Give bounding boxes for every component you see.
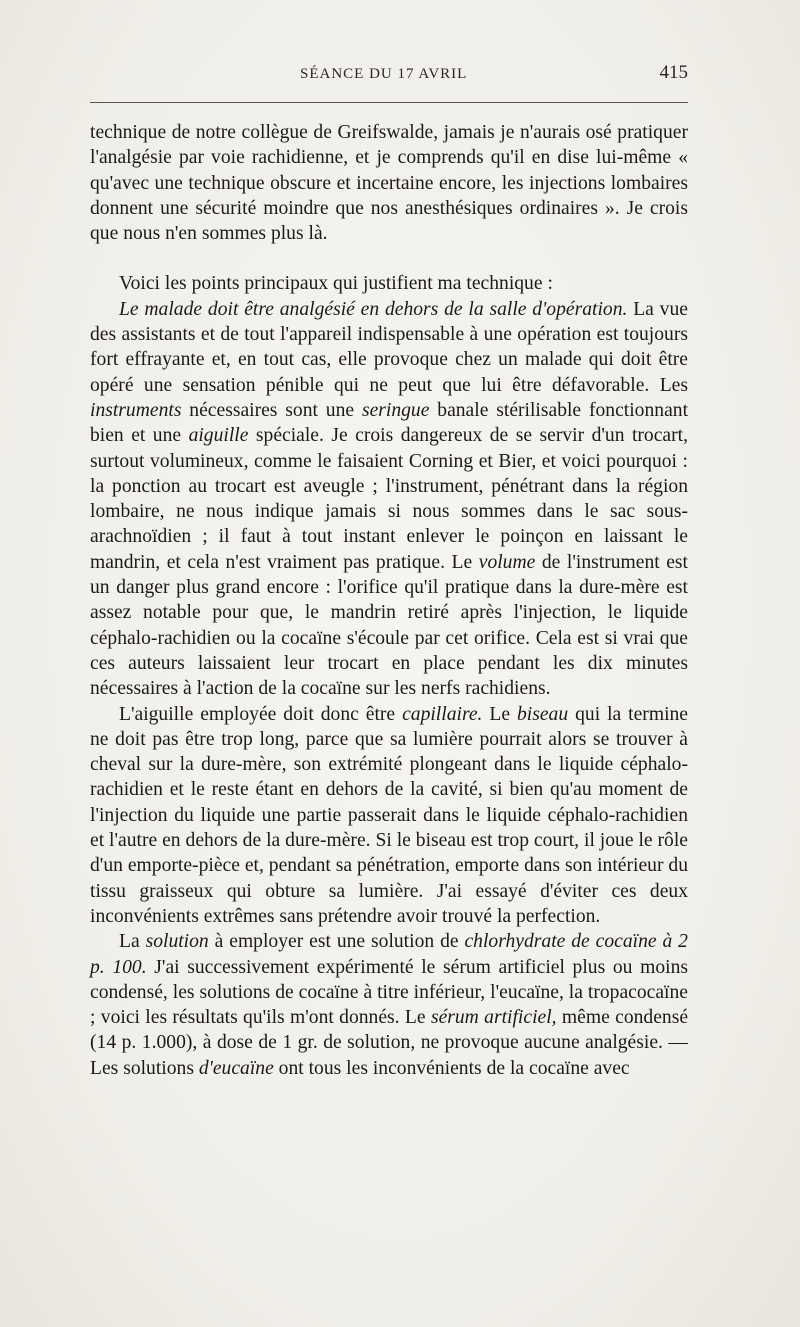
paragraph xyxy=(90,297,688,702)
header-title: SÉANCE DU 17 AVRIL xyxy=(300,66,468,82)
paragraph xyxy=(90,929,688,1081)
text-run: qui la termine ne doit pas être trop long, parce que sa lumière pourrait alors se trouver à cheval sur la dure-mère, son extrémité plongeant dans le liquide céphalo-rachidien et le reste étant en dehors de la cavité, si bien qu'au moment de l'injection du liquide une partie passerait dans le liquide céphalo-rachidien et l'autre en dehors de la dure-mère. Si le biseau est trop court, il joue le rôle d'un emporte-pièce et, pendant sa pénétration, emporte dans son intérieur du tissu graisseux qui obture sa lumière. J'ai essayé d'éviter ces deux inconvénients extrêmes sans prétendre avoir trouvé la perfection. xyxy=(90,703,689,927)
italic-run: aiguille xyxy=(188,425,249,447)
text-run: ont tous les inconvénients de la cocaïne avec xyxy=(273,1057,630,1079)
body-text xyxy=(90,120,688,1081)
text-run: La xyxy=(119,931,146,953)
text-run: à employer est une solution de xyxy=(208,931,465,953)
text-run: L'aiguille employée doit donc être xyxy=(119,703,403,725)
text-run: La vue des assistants et de tout l'appareil indispensable à une opération est toujours fort effrayante et, en tout cas, elle provoque chez un malade qui doit être opéré une sensation pénible qui ne peut que lui être défavorable. Les xyxy=(90,298,688,396)
paragraph xyxy=(90,702,688,930)
italic-run: d'eucaïne xyxy=(198,1057,274,1079)
italic-run: Le malade doit être analgésié en dehors de la salle d'opération. xyxy=(119,298,628,320)
italic-run: sérum artificiel, xyxy=(430,1007,557,1029)
italic-run: instruments xyxy=(90,399,182,421)
italic-run: solution xyxy=(145,931,209,953)
text-run: Le xyxy=(482,703,517,725)
running-head xyxy=(90,62,688,90)
italic-run: volume xyxy=(478,551,536,573)
paragraph xyxy=(90,120,688,246)
italic-run: biseau xyxy=(517,703,569,725)
italic-run: chlorhydrate de cocaïne à 2 p. 100. xyxy=(90,931,688,978)
text-run: J'ai successivement expérimenté le sérum artificiel plus ou moins condensé, les solutions de cocaïne à titre inférieur, l'eucaïne, la tropacocaïne ; voici les résultats qu'ils m'ont donnés. Le xyxy=(90,956,688,1029)
text-run: de l'instrument est un danger plus grand encore : l'orifice qu'il pratique dans la dure-mère est assez notable pour que, le mandrin retiré après l'injection, le liquide céphalo-rachidien ou la cocaïne s'écoule par cet orifice. Cela est si vrai que ces auteurs laissaient leur trocart en place pendant les dix minutes nécessaires à l'action de la cocaïne sur les nerfs rachidiens. xyxy=(90,551,688,700)
text-run: spéciale. Je crois dangereux de se servir d'un trocart, surtout volumineux, comme le faisaient Corning et Bier, et voici pourquoi : la ponction au trocart est aveugle ; l'instrument, pénétrant dans la région lombaire, ne nous indique jamais si nous sommes dans le sac sous-arachnoïdien ; il faut à tout instant enlever le poinçon en laissant le mandrin, et cela n'est vraiment pas pratique. Le xyxy=(90,425,688,573)
paragraph xyxy=(90,271,688,296)
text-run: banale stérilisable fonctionnant bien et une xyxy=(90,399,689,447)
text-run: même condensé (14 p. 1.000), à dose de 1 gr. de solution, ne provoque aucune analgésie. — Les solutions xyxy=(90,1007,689,1079)
text-run: Voici les points principaux qui justifient ma technique : xyxy=(119,273,553,295)
text-run: nécessaires sont une xyxy=(181,399,362,421)
header-rule xyxy=(90,102,688,103)
text-run: technique de notre collègue de Greifswalde, jamais je n'aurais osé pratiquer l'analgésie par voie rachidienne, et je comprends qu'il en dise lui-même « qu'avec une technique obscure et incertaine encore, les injections lombaires donnent une sécurité moindre que nos anesthésiques ordinaires ». Je crois que nous n'en sommes plus là. xyxy=(90,122,688,245)
italic-run: seringue xyxy=(361,399,430,421)
page-number: 415 xyxy=(659,62,688,83)
italic-run: capillaire. xyxy=(402,703,483,725)
